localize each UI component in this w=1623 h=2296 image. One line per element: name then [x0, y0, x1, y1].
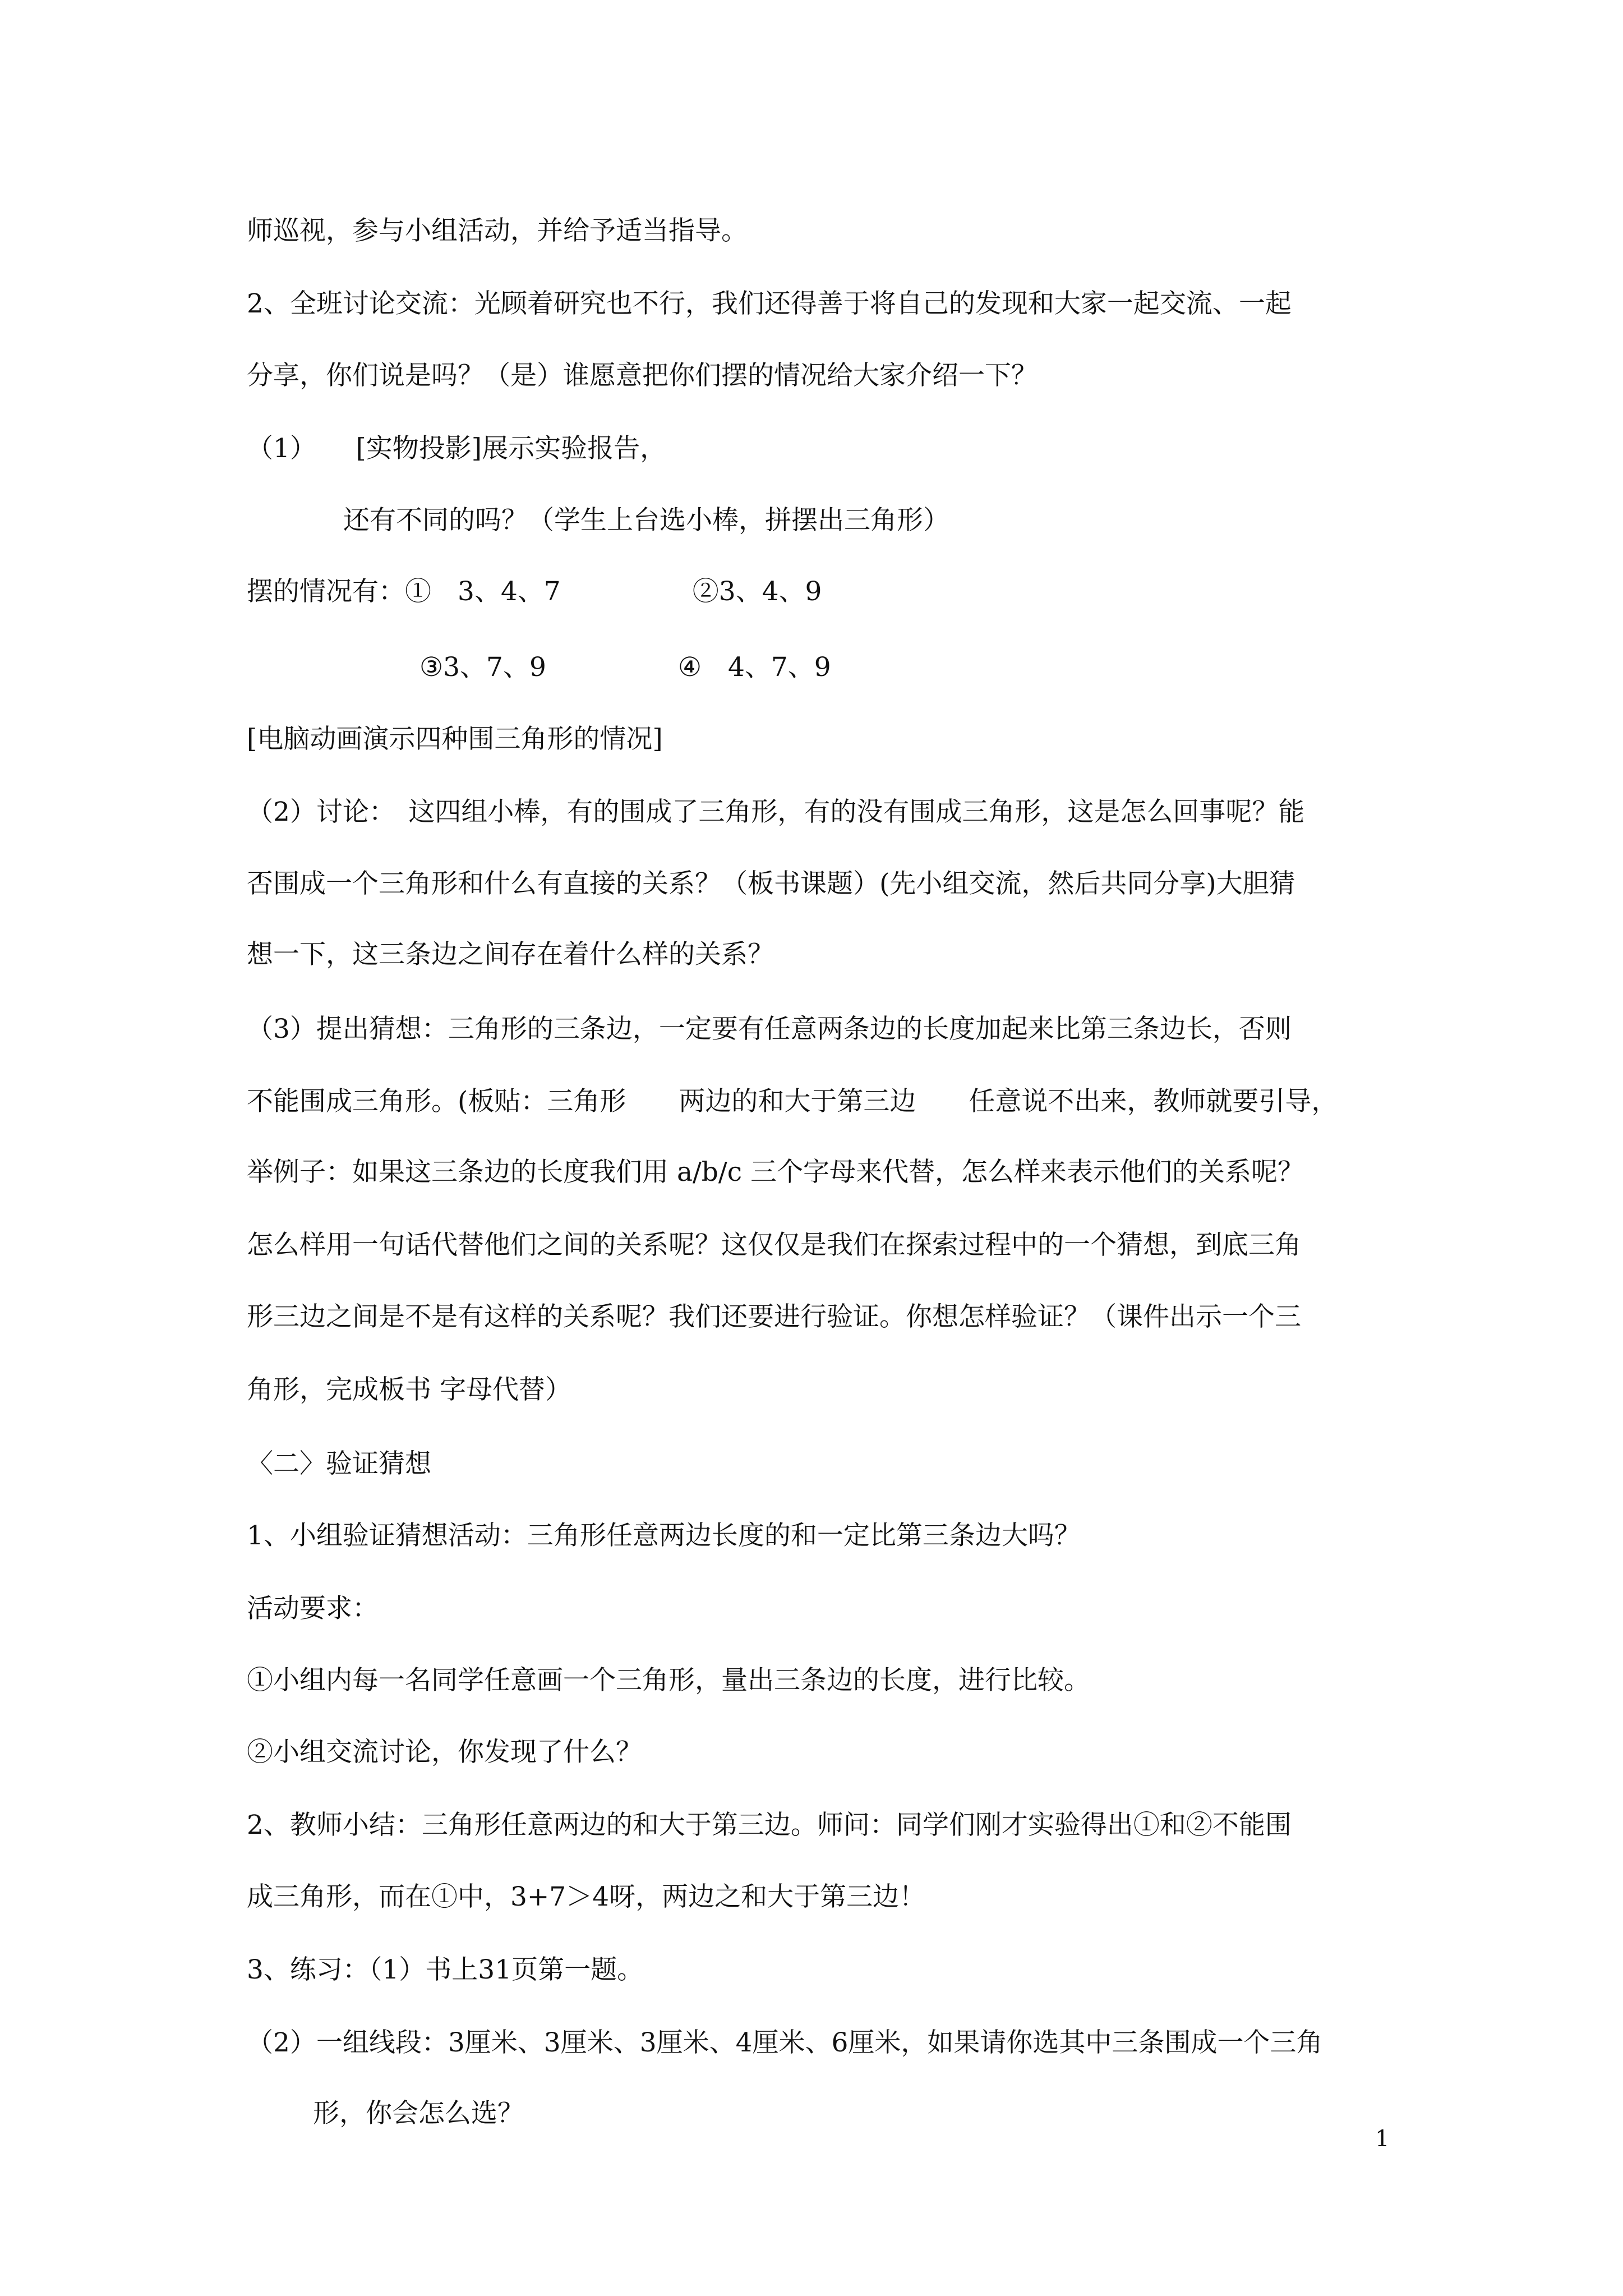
text-line-16: 形三边之间是不是有这样的关系呢？我们还要进行验证。你想怎样验证？（课件出示一个三	[247, 1301, 1301, 1332]
text-line-4: （1） [实物投影]展示实验报告，	[247, 433, 667, 464]
text-line-11: 想一下，这三条边之间存在着什么样的关系？	[247, 939, 774, 970]
text-line-8: [电脑动画演示四种围三角形的情况]	[247, 724, 663, 754]
page-number: 1	[1375, 2126, 1390, 2152]
text-line-13: 不能围成三角形。(板贴：三角形 两边的和大于第三边 任意说不出来，教师就要引导，	[247, 1086, 1338, 1117]
text-line-21: ①小组内每一名同学任意画一个三角形，量出三条边的长度，进行比较。	[247, 1665, 1090, 1696]
text-line-26: （2）一组线段：3厘米、3厘米、3厘米、4厘米、6厘米，如果请你选其中三条围成一个三角	[247, 2027, 1323, 2058]
text-line-24: 成三角形，而在①中，3+7＞4呀，两边之和大于第三边！	[247, 1881, 926, 1912]
text-line-19: 1、小组验证猜想活动：三角形任意两边长度的和一定比第三条边大吗？	[247, 1520, 1081, 1551]
text-line-3: 分享，你们说是吗？（是）谁愿意把你们摆的情况给大家介绍一下？	[247, 360, 1038, 391]
text-line-7: ③3、7、9 ④ 4、7、9	[419, 652, 831, 683]
text-line-23: 2、教师小结：三角形任意两边的和大于第三边。师问：同学们刚才实验得出①和②不能围	[247, 1810, 1292, 1841]
text-line-12: （3）提出猜想：三角形的三条边，一定要有任意两条边的长度加起来比第三条边长，否则	[247, 1014, 1292, 1045]
text-line-9: （2）讨论： 这四组小棒，有的围成了三角形，有的没有围成三角形，这是怎么回事呢？能	[247, 797, 1305, 827]
text-line-2: 2、全班讨论交流：光顾着研究也不行，我们还得善于将自己的发现和大家一起交流、一起	[247, 288, 1292, 319]
text-line-14: 举例子：如果这三条边的长度我们用 a/b/c 三个字母来代替，怎么样来表示他们的关系呢？	[247, 1157, 1304, 1188]
text-line-15: 怎么样用一句话代替他们之间的关系呢？这仅仅是我们在探索过程中的一个猜想，到底三角	[247, 1230, 1301, 1260]
text-line-1: 师巡视，参与小组活动，并给予适当指导。	[247, 215, 748, 246]
text-line-27: 形，你会怎么选？	[313, 2098, 524, 2129]
text-line-6: 摆的情况有：① 3、4、7 ②3、4、9	[247, 576, 822, 607]
text-line-22: ②小组交流讨论，你发现了什么？	[247, 1737, 642, 1768]
text-line-5: 还有不同的吗？（学生上台选小棒，拼摆出三角形）	[343, 505, 949, 536]
text-line-10: 否围成一个三角形和什么有直接的关系？（板书课题）(先小组交流，然后共同分享)大胆猜	[247, 868, 1295, 899]
text-line-20: 活动要求：	[247, 1593, 379, 1624]
text-line-25: 3、练习：（1）书上31页第一题。	[247, 1954, 644, 1985]
text-line-18: 〈二〉验证猜想	[247, 1448, 431, 1479]
text-line-17: 角形，完成板书 字母代替）	[247, 1374, 571, 1405]
